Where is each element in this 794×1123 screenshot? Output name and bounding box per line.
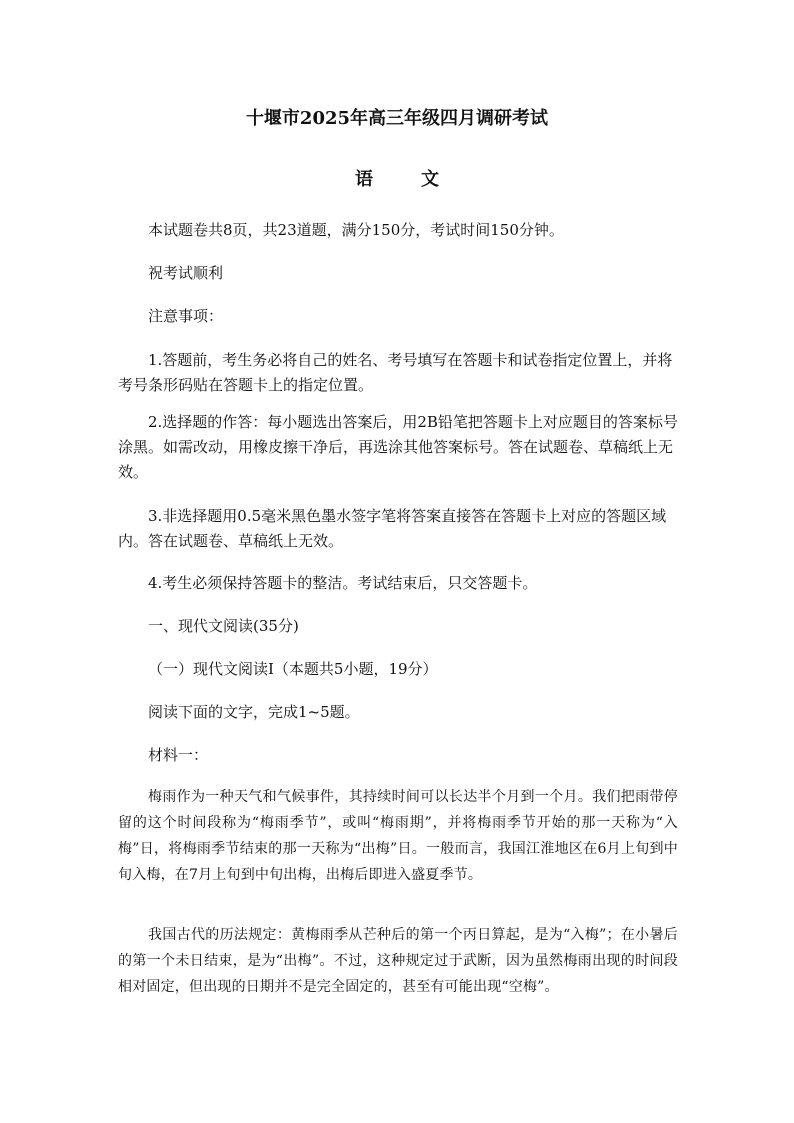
- subject-title: 语文: [355, 169, 487, 190]
- section-heading: 一、现代文阅读(35分): [148, 617, 299, 635]
- section-subheading: （一）现代文阅读Ⅰ（本题共5小题，19分）: [148, 660, 438, 678]
- material-label: 材料一：: [148, 746, 209, 764]
- notice-heading: 注意事项：: [148, 307, 224, 325]
- exam-info: 本试题卷共8页，共23道题，满分150分，考试时间150分钟。: [148, 221, 564, 239]
- notice-item: 3.非选择题用0.5毫米黑色墨水签字笔将答案直接答在答题卡上对应的答题区域内。答在试题卷、草稿纸上无效。: [118, 507, 667, 550]
- notice-item: 4.考生必须保持答题卡的整洁。考试结束后，只交答题卡。: [148, 574, 538, 592]
- blessing-text: 祝考试顺利: [148, 264, 224, 282]
- reading-instruction: 阅读下面的文字，完成1~5题。: [148, 703, 360, 721]
- material-paragraph: 我国古代的历法规定：黄梅雨季从芒种后的第一个丙日算起，是为“入梅”；在小暑后的第一个未日结束，是为“出梅”。不过，这种规定过于武断，因为虽然梅雨出现的时间段相对固定，但出现的日期并不是完全固定的，甚至有可能出现“空梅”。: [118, 927, 678, 995]
- material-paragraph: 梅雨作为一种天气和气候事件，其持续时间可以长达半个月到一个月。我们把雨带停留的这个时间段称为“梅雨季节”，或叫“梅雨期”，并将梅雨季节开始的那一天称为“入梅”日，将梅雨季节结束的那一天称为“出梅”日。一般而言，我国江淮地区在6月上旬到中旬入梅，在7月上旬到中旬出梅，出梅后即进入盛夏季节。: [118, 789, 678, 883]
- exam-title: 十堰市2025年高三年级四月调研考试: [245, 108, 549, 129]
- notice-item: 2.选择题的作答：每小题选出答案后，用2B铅笔把答题卡上对应题目的答案标号涂黑。如需改动，用橡皮擦干净后，再选涂其他答案标号。答在试题卷、草稿纸上无效。: [118, 413, 678, 481]
- notice-item: 1.答题前，考生务必将自己的姓名、考号填写在答题卡和试卷指定位置上，并将考号条形码贴在答题卡上的指定位置。: [118, 351, 673, 394]
